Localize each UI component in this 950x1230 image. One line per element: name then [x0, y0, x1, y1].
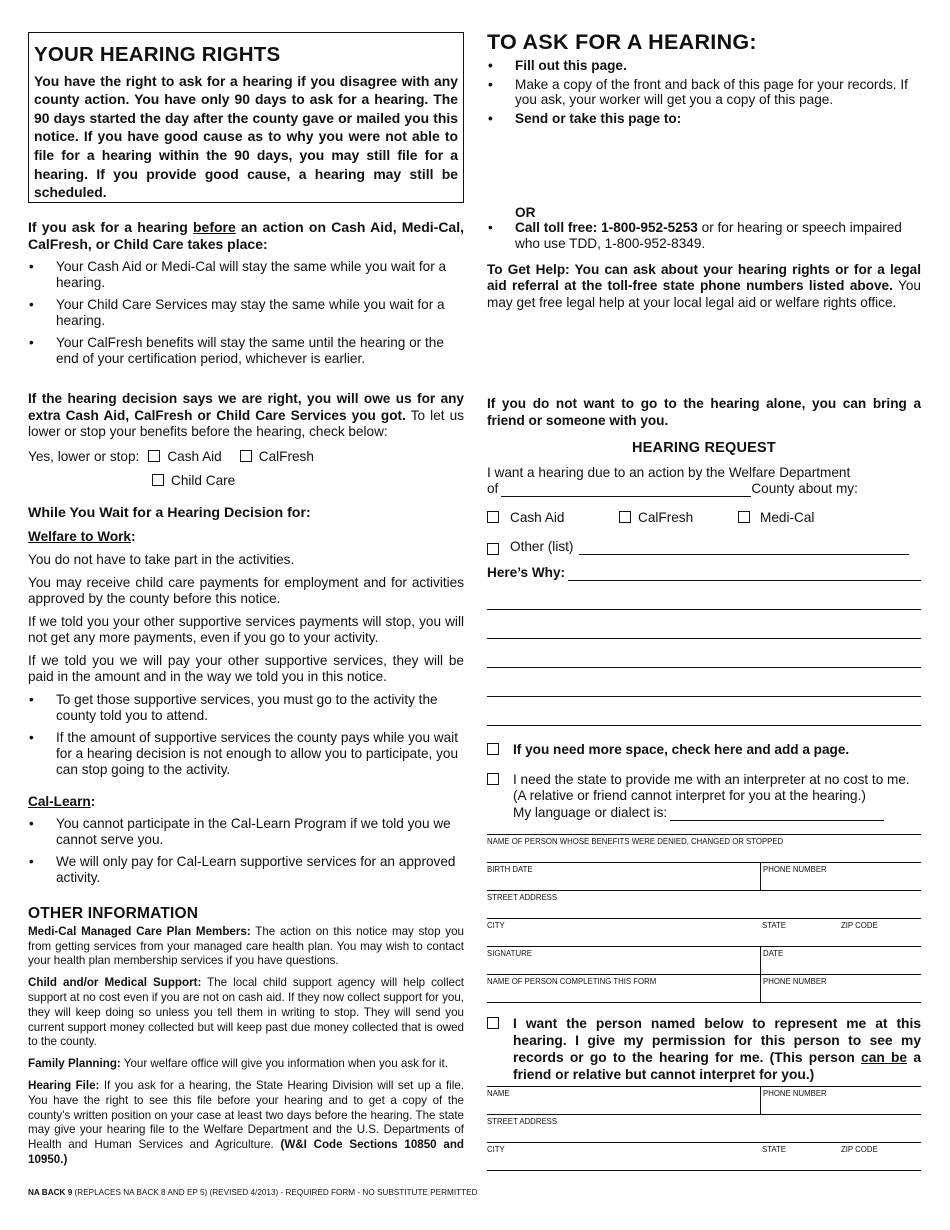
list-item: • Your Cash Aid or Medi-Cal will stay the same while you wait for a hearing.: [28, 259, 464, 291]
statute-reference: (W&I Code Sections 10850 and 10950.): [28, 1138, 464, 1167]
owe-bold-text: If the hearing decision says we are right, you will owe us for any extra Cash Aid, CalFresh or Child Care Services you got.: [28, 391, 464, 423]
field-row: [487, 1087, 921, 1115]
tdd-text: or for hearing or speech impaired who use TDD, 1-800-952-8349.: [515, 219, 902, 251]
rep-phone-field[interactable]: PHONE NUMBER: [760, 1087, 921, 1114]
cal-learn-heading: [28, 794, 464, 810]
checkbox-label: Cash Aid: [510, 510, 565, 526]
ask-hearing-steps: [487, 58, 921, 127]
completing-phone-field[interactable]: PHONE NUMBER: [760, 975, 921, 1002]
right-column: [487, 30, 921, 428]
checkbox-label: CalFresh: [258, 448, 314, 464]
cal-learn-label: Cal-Learn: [28, 793, 91, 809]
list-item: [487, 220, 921, 252]
rep-zip-field[interactable]: ZIP CODE: [841, 1145, 878, 1154]
hearing-rights-box: [28, 32, 464, 203]
cal-learn-list: [28, 816, 464, 886]
why-line[interactable]: [487, 697, 921, 726]
checkbox-calfresh-request[interactable]: [619, 510, 738, 526]
claimant-fields: [487, 834, 921, 1003]
state-field[interactable]: STATE: [762, 921, 786, 930]
left-column: [28, 32, 464, 1168]
other-info-text: The action on this notice may stop you from getting services from your managed care health plan. You may wish to contact your health plan membership services if you have questions.: [28, 924, 464, 968]
interpreter-row: [487, 772, 921, 822]
wait-heading: While You Wait for a Hearing Decision for:: [28, 505, 311, 522]
why-input[interactable]: [568, 568, 921, 581]
language-row: [513, 805, 910, 822]
interpreter-text: [513, 772, 910, 822]
field-row: [487, 891, 921, 919]
checkbox-box[interactable]: [152, 474, 164, 486]
checkbox-box[interactable]: [738, 511, 750, 523]
checkbox-other[interactable]: [487, 543, 499, 555]
list-item: • Your Child Care Services may stay the same while you wait for a hearing.: [28, 297, 464, 329]
language-label: My language or dialect is:: [513, 804, 668, 820]
why-line[interactable]: [487, 581, 921, 610]
county-line: [487, 481, 921, 497]
wait-para: You may receive child care payments for employment and for activities approved by the county before this notice.: [28, 574, 464, 607]
checkbox-child-care[interactable]: [28, 473, 464, 489]
before-action-list: [28, 259, 464, 367]
field-row: [487, 863, 921, 891]
lower-stop-options: [28, 449, 464, 465]
other-info-text: The local child support agency will help collect support at no cost even if you are not on cash aid. If they now collect support for you, they will keep doing so unless you tell them in writing to stop. They will send you current support money collected but will keep past due money collected that is owed to the county.: [28, 976, 464, 1049]
wait-para: If we told you we will pay your other supportive services, they will be paid in the amount and in the way we told you in this notice.: [28, 652, 464, 685]
form-footer: [28, 1188, 478, 1198]
checkbox-box[interactable]: [240, 450, 252, 462]
other-information-title: OTHER INFORMATION: [28, 905, 199, 923]
list-item: • Send or take this page to:: [487, 111, 921, 127]
colon: :: [90, 793, 96, 809]
heres-why-label: Here’s Why:: [487, 565, 566, 581]
other-info-item: [28, 976, 464, 1050]
list-item: • Your CalFresh benefits will stay the same until the hearing or the end of your certification period, whichever is earlier.: [28, 335, 464, 367]
more-space-label: If you need more space, check here and add a page.: [513, 742, 850, 758]
field-row: [487, 975, 921, 1003]
list-item: • Fill out this page.: [487, 58, 921, 74]
wait-para: You do not have to take part in the activities.: [28, 552, 295, 568]
street-address-field[interactable]: STREET ADDRESS: [487, 893, 558, 902]
rep-state-field[interactable]: STATE: [762, 1145, 786, 1154]
checkbox-label: Cash Aid: [167, 448, 222, 464]
city-field[interactable]: CITY: [487, 921, 505, 930]
or-label: OR: [515, 204, 536, 220]
rep-city-field[interactable]: CITY: [487, 1145, 505, 1154]
hearing-rights-title: YOUR HEARING RIGHTS: [34, 43, 281, 66]
ask-hearing-title: TO ASK FOR A HEARING:: [487, 30, 757, 54]
before-action-intro: [28, 219, 464, 253]
interpreter-line2: (A relative or friend cannot interpret for you at the hearing.): [513, 788, 866, 804]
date-field[interactable]: DATE: [760, 947, 921, 974]
list-item: • Make a copy of the front and back of this page for your records. If you ask, your worker will get you a copy of this page.: [487, 77, 921, 108]
rep-can-be: can be: [861, 1050, 908, 1065]
supportive-services-list: [28, 692, 464, 778]
county-input[interactable]: [501, 484, 751, 497]
phone-field[interactable]: PHONE NUMBER: [760, 863, 921, 890]
more-space-row: [487, 742, 921, 758]
of-label: of: [487, 481, 499, 497]
list-item: • To get those supportive services, you must go to the activity the county told you to attend.: [28, 692, 464, 724]
field-row: [487, 1143, 921, 1171]
county-label: County about my:: [751, 481, 858, 497]
other-info-text: Your welfare office will give you information when you ask for it.: [120, 1057, 448, 1071]
bring-friend-text: If you do not want to go to the hearing alone, you can bring a friend or someone with you.: [487, 396, 921, 428]
checkbox-box[interactable]: [148, 450, 160, 462]
field-row: [487, 919, 921, 947]
welfare-to-work-label: Welfare to Work: [28, 529, 131, 545]
other-info-item: [28, 1079, 464, 1168]
call-list: [487, 220, 921, 252]
name-person-field[interactable]: NAME OF PERSON WHOSE BENEFITS WERE DENIED, CHANGED OR STOPPED: [487, 837, 784, 846]
field-row: [487, 835, 921, 863]
interpreter-line1: I need the state to provide me with an interpreter at no cost to me.: [513, 771, 910, 787]
other-info-text: If you ask for a hearing, the State Hearing Division will set up a file. You have the right to see this file before your hearing and to get a copy of the county’s written position on your case at least two days before the hearing. The state may give your hearing file to the Welfare Department and the U.S. Departments of Health and Human Services and Agriculture.: [28, 1079, 464, 1152]
footer-text: (REPLACES NA BACK 8 AND EP 5) (REVISED 4/2013) - REQUIRED FORM - NO SUBSTITUTE PERMITTED: [72, 1188, 478, 1197]
other-info-label: Family Planning:: [28, 1057, 121, 1071]
why-row: [487, 565, 921, 581]
rep-street-field[interactable]: STREET ADDRESS: [487, 1117, 558, 1126]
list-item: • You cannot participate in the Cal-Learn Program if we told you we cannot serve you.: [28, 816, 464, 848]
zip-field[interactable]: ZIP CODE: [841, 921, 878, 930]
list-item: • If the amount of supportive services the county pays while you wait for a hearing decision is not enough to allow you to participate, you can stop going to the activity.: [28, 730, 464, 778]
hearing-request-section: [487, 440, 921, 821]
get-help-bold: To Get Help: You can ask about your hearing rights or for a legal aid referral at the toll-free state phone numbers listed above.: [487, 261, 921, 294]
other-label: Other (list): [510, 538, 574, 554]
field-row: [487, 1115, 921, 1143]
checkbox-interpreter[interactable]: [487, 773, 499, 785]
welfare-to-work-heading: [28, 529, 464, 545]
owe-normal-text: To let us lower or stop your benefits before the hearing, check below:: [28, 407, 465, 439]
representative-fields: [487, 1086, 921, 1171]
form-code: NA BACK 9: [28, 1188, 73, 1197]
birth-date-field[interactable]: BIRTH DATE: [487, 865, 533, 874]
hearing-request-title: HEARING REQUEST: [632, 440, 776, 456]
request-line1: I want a hearing due to an action by the Welfare Department: [487, 465, 851, 481]
field-row: [487, 947, 921, 975]
why-line[interactable]: [487, 610, 921, 639]
why-line[interactable]: [487, 639, 921, 668]
checkbox-label: Medi-Cal: [760, 510, 815, 526]
get-help-paragraph: [487, 262, 921, 312]
before-intro-part1: If you ask for a hearing: [28, 219, 193, 235]
address-space: [487, 127, 921, 205]
other-option-row: [487, 539, 921, 555]
colon: :: [130, 529, 136, 545]
before-word: before: [192, 219, 236, 235]
language-input[interactable]: [670, 808, 884, 821]
rep-text-part1: I want the person named below to represent me at this hearing. I give my permission for this person to see my records or go to the hearing for me. (This person: [513, 1016, 921, 1065]
get-help-text: You may get free legal help at your local legal aid or welfare rights office.: [487, 278, 921, 310]
other-info-item: [28, 925, 464, 969]
completing-name-field[interactable]: NAME OF PERSON COMPLETING THIS FORM: [487, 977, 657, 986]
signature-field[interactable]: SIGNATURE: [487, 949, 532, 958]
checkbox-calfresh[interactable]: [240, 449, 314, 465]
program-options: [487, 510, 921, 526]
checkbox-cash-aid[interactable]: [148, 449, 221, 465]
yes-lower-stop-label: Yes, lower or stop:: [28, 448, 140, 464]
checkbox-box[interactable]: [619, 511, 631, 523]
checkbox-medi-cal-request[interactable]: [738, 510, 814, 526]
list-item: • We will only pay for Cal-Learn supportive services for an approved activity.: [28, 854, 464, 886]
why-line[interactable]: [487, 668, 921, 697]
checkbox-cash-aid-request[interactable]: [487, 510, 619, 526]
rep-text-part2: a friend or relative but cannot interpret for you.): [513, 1050, 921, 1082]
owe-paragraph: [28, 391, 464, 441]
checkbox-representative[interactable]: [487, 1017, 499, 1029]
toll-free-number: Call toll free: 1-800-952-5253: [515, 219, 698, 235]
other-info-label: Medi-Cal Managed Care Plan Members:: [28, 924, 251, 938]
wait-para: If we told you your other supportive services payments will stop, you will not get any more payments, even if you go to your activity.: [28, 613, 464, 646]
hearing-rights-text: You have the right to ask for a hearing if you disagree with any county action. You have only 90 days to ask for a hearing. The 90 days started the day after the county gave or mailed you this notice. If you have good cause as to why you were not able to file for a hearing within the 90 days, you may still file for a hearing. If you provide good cause, a hearing may still be scheduled.: [34, 72, 458, 201]
before-intro-part2: an action on Cash Aid, Medi-Cal, CalFresh, or Child Care takes place:: [28, 219, 464, 252]
representative-row: [487, 1015, 921, 1083]
rep-name-field[interactable]: NAME: [487, 1089, 510, 1098]
other-info-item: [28, 1057, 464, 1072]
other-input[interactable]: [579, 542, 909, 555]
checkbox-label: Child Care: [171, 472, 236, 488]
checkbox-box[interactable]: [487, 511, 499, 523]
checkbox-more-space[interactable]: [487, 743, 499, 755]
checkbox-label: CalFresh: [638, 510, 694, 526]
representative-text: [513, 1015, 921, 1083]
other-info-label: Child and/or Medical Support:: [28, 976, 202, 990]
other-info-label: Hearing File:: [28, 1079, 100, 1093]
